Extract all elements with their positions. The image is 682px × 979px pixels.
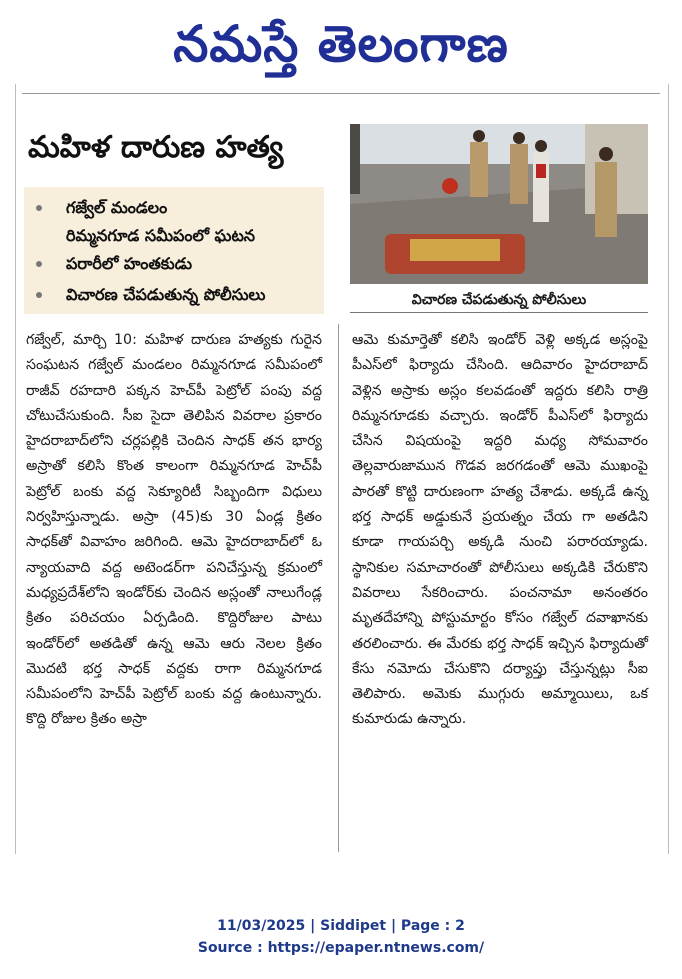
headline: మహిళ దారుణ హత్య: [28, 130, 284, 165]
masthead-title: నమస్తే తెలంగాణ: [173, 14, 509, 73]
article-text-right: ఆమె కుమార్తెతో కలిసి ఇండోర్ వెళ్లి అక్కడ అస్లంపై పీఎస్‌లో ఫిర్యాదు చేసింది. ఆదివారం హైదరాబాద్ వెళ్లిన అస్రాకు అస్లం కలవడంతో ఇద్దరు కలిసి రాత్రి రిమ్మనగూడకు వచ్చారు. ఇండోర్ పీఎస్‌లో ఫిర్యాదు చేసిన విషయంపై ఇద్దరి మధ్య సోమవారం తెల్లవారుజామున గొడవ జరగడంతో ఆమె ముఖంపై పారతో కొట్టి దారుణంగా హత్య చేశాడు. అక్కడే ఉన్న భర్త సాధక్ అడ్డుకునే ప్రయత్నం చేయ గా అతడిని కూడా గాయపర్చి అక్కడి నుంచి పరారయ్యాడు. స్థానికుల సమాచారంతో పోలీసులు అక్కడికి చేరుకొని వివరాలు సేకరించారు. పంచనామా అనంతరం మృతదేహాన్ని పోస్టుమార్టం కోసం గజ్వేల్ దవాఖానకు తరలించారు. ఈ మేరకు భర్త సాధక్ ఇచ్చిన ఫిర్యాదుతో కేసు నమోదు చేసుకొని దర్యాప్తు చేస్తున్నట్లు సీఐ తెలిపారు. అమెకు ముగ్గురు అమ్మాయిలు, ఒక కుమారుడు ఉన్నారు.: [352, 332, 648, 728]
article-column-left: [26, 328, 322, 733]
footer-source: Source : https://epaper.ntnews.com/: [197, 940, 485, 956]
bullet-dot-icon: [36, 261, 42, 267]
news-photo: [350, 124, 648, 284]
footer-date-edition: 11/03/2025 | Siddipet | Page : 2: [217, 918, 465, 934]
bullet-dot-icon: [36, 292, 42, 298]
column-divider: [338, 324, 339, 852]
article-text-left: గజ్వేల్, మార్చి 10: మహిళ దారుణ హత్యకు గురైన సంఘటన గజ్వేల్ మండలం రిమ్మనగూడ సమీపంలో రాజీవ్ రహదారి పక్కన హెచ్‌పీ పెట్రోల్ పంపు వద్ద చోటుచేసుకుంది. సీఐ సైదా తెలిపిన వివరాల ప్రకారం హైదరాబాద్‌లోని చర్లపల్లికి చెందిన సాధక్ తన భార్య అస్రాతో కలిసి కొంత కాలంగా రిమ్మనగూడ హెచ్‌పీ పెట్రోల్ బంకు వద్ద సెక్యూరిటీ సిబ్బందిగా విధులు నిర్వహిస్తున్నాడు. అస్రా (45)కు 30 ఏండ్ల క్రితం సాధక్‌తో వివాహం జరిగింది. ఆమె హైదరాబాద్‌లో ఓ న్యాయవాది వద్ద అటెండర్‌గా పనిచేస్తున్న క్రమంలో మధ్యప్రదేశ్‌లోని ఇండోర్‌కు చెందిన అస్లంతో నాలుగేండ్ల క్రితం పరిచయం ఏర్పడింది. కొద్దిరోజుల పాటు ఇండోర్‌లో అతడితో ఉన్న ఆమె ఆరు నెలల క్రితం మొదటి భర్త సాధక్ వద్దకు రాగా రిమ్మనగూడ సమీపంలోని హెచ్‌పీ పెట్రోల్ బంకు వద్ద ఉంటున్నారు. కొద్ది రోజుల క్రితం అస్రా: [26, 332, 322, 728]
bullet-text: విచారణ చేపడుతున్న పోలీసులు: [66, 285, 266, 304]
bullet-box: [24, 187, 324, 314]
article-column-right: [352, 328, 648, 733]
bullet-dot-icon: [36, 205, 42, 211]
photo-caption: విచారణ చేపడుతున్న పోలీసులు: [350, 288, 648, 313]
frame-right-border: [668, 84, 669, 854]
bullet-text: రిమ్మనగూడ సమీపంలో ఘటన: [66, 226, 256, 245]
bullet-text: గజ్వేల్ మండలం: [66, 198, 168, 217]
masthead-divider: [22, 93, 660, 94]
frame-left-border: [15, 84, 16, 854]
bullet-text: పరారీలో హంతకుడు: [66, 254, 193, 273]
